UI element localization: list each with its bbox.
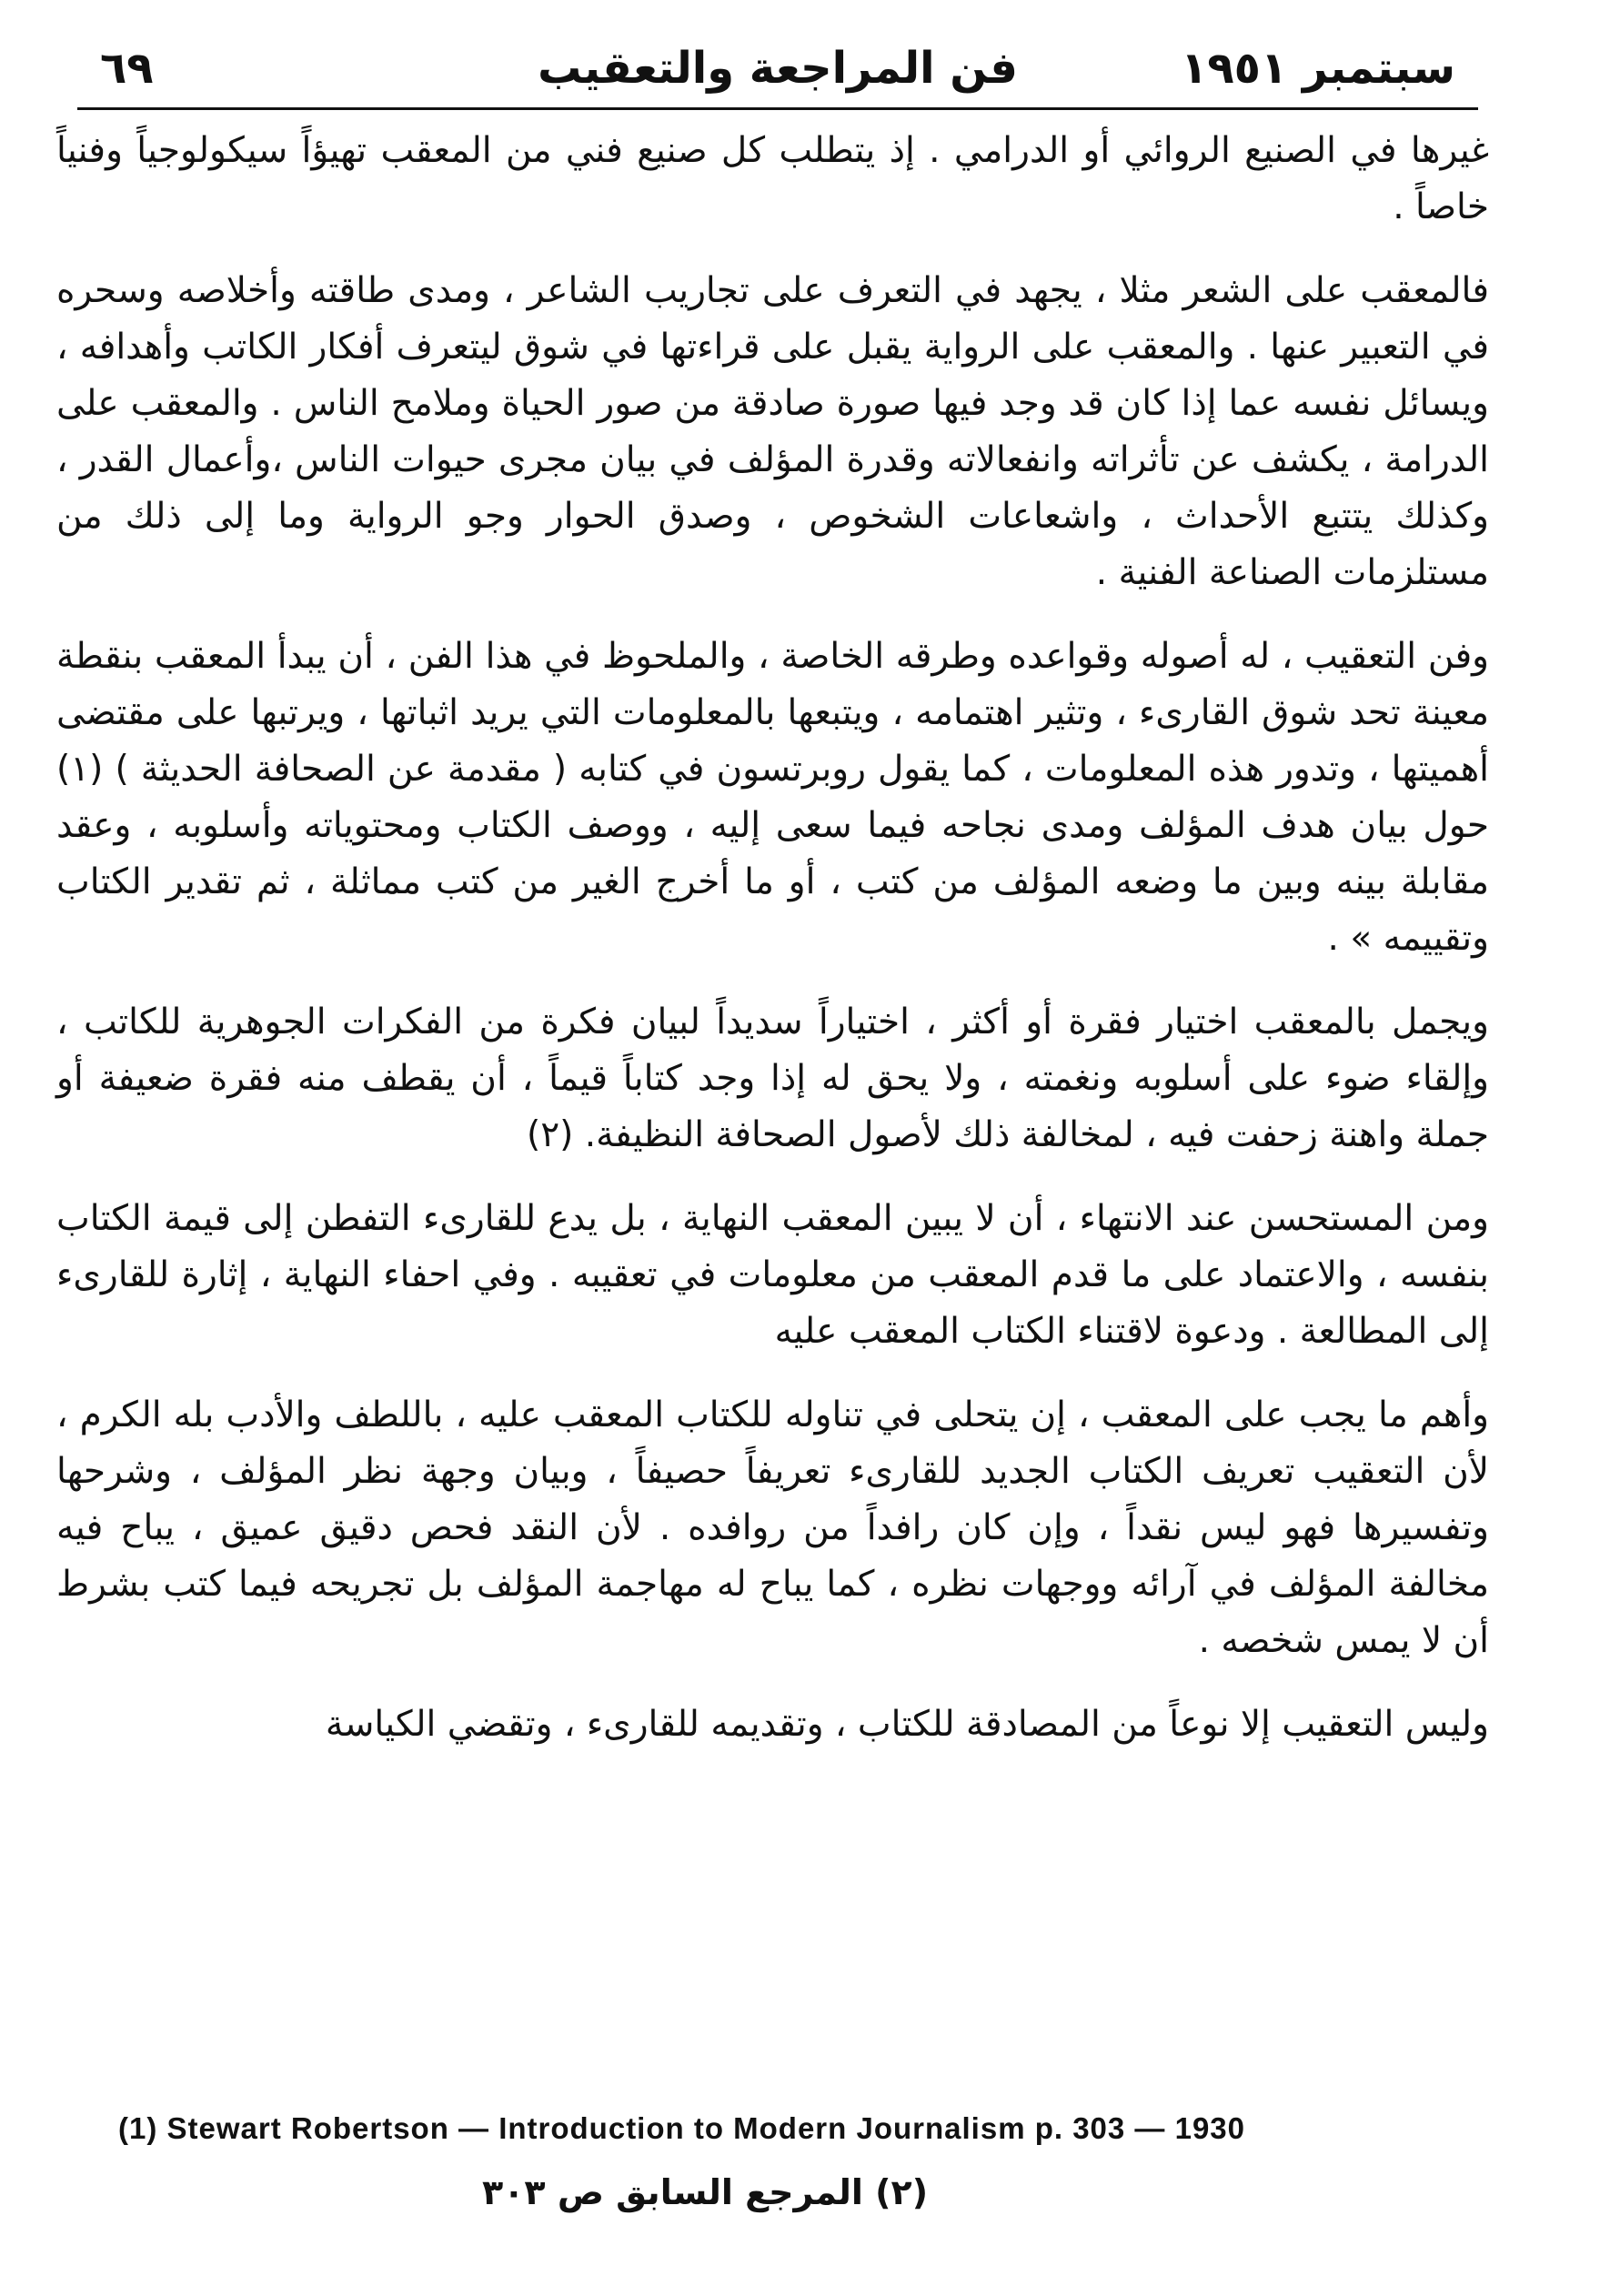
page-number: ٦٩ [100, 43, 154, 94]
header-date: سبتمبر ١٩٥١ [1181, 43, 1455, 94]
header-title: فن المراجعة والتعقيب [538, 43, 1018, 94]
paragraph: ومن المستحسن عند الانتهاء ، أن لا يبين المعقب النهاية ، بل يدع للقارىء التفطن إلى قيمة الكتاب بنفسه ، والاعتماد على ما قدم المعقب من معلومات في تعقيبه . وفي احفاء النهاية ، إثارة للقارىء إلى المطالعة . ودعوة لاقتناء الكتاب المعقب عليه [56, 1198, 1489, 1352]
paragraph: ويجمل بالمعقب اختيار فقرة أو أكثر ، اختياراً سديداً لبيان فكرة من الفكرات الجوهرية للكاتب ، وإلقاء ضوء على أسلوبه ونغمته ، ولا يحق له إذا وجد كتاباً قيماً ، أن يقطف منه فقرة ضعيفة أو جملة واهنة زحفت فيه ، لمخالفة ذلك لأصول الصحافة النظيفة. (٢) [56, 1002, 1489, 1155]
article-body [56, 123, 1489, 1780]
page-header [100, 36, 1455, 100]
paragraph: غيرها في الصنيع الروائي أو الدرامي . إذ يتطلب كل صنيع فني من المعقب تهيؤاً سيكولوجياً وفنياً خاصاً . [56, 130, 1489, 227]
paragraph: وأهم ما يجب على المعقب ، إن يتحلى في تناوله للكتاب المعقب عليه ، باللطف والأدب بله الكرم ، لأن التعقيب تعريف الكتاب الجديد للقارىء تعريفاً حصيفاً ، وبيان وجهة نظر المؤلف ، وشرحها وتفسيرها فهو ليس نقداً ، وإن كان رافداً من روافده . لأن النقد فحص دقيق عميق ، يباح فيه مخالفة المؤلف في آرائه ووجهات نظره ، كما يباح له مهاجمة المؤلف بل تجريحه فيما كتب بشرط أن لا يمس شخصه . [56, 1395, 1489, 1661]
footnote-1: (1) Stewart Robertson — Introduction to Modern Journalism p. 303 — 1930 [118, 2111, 1246, 2145]
footnotes [118, 2101, 1483, 2220]
header-rule [77, 107, 1478, 110]
footnote-2: (٢) المرجع السابق ص ٣٠٣ [482, 2172, 929, 2212]
paragraph: وفن التعقيب ، له أصوله وقواعده وطرقه الخاصة ، والملحوظ في هذا الفن ، أن يبدأ المعقب بنقطة معينة تحد شوق القارىء ، وتثير اهتمامه ، ويتبعها بالمعلومات التي يريد اثباتها ، ويرتبها على مقتضى أهميتها ، وتدور هذه المعلومات ، كما يقول روبرتسون في كتابه ( مقدمة عن الصحافة الحديثة ) (١) حول بيان هدف المؤلف ومدى نجاحه فيما سعى إليه ، ووصف الكتاب ومحتوياته وأسلوبه ، وعقد مقابلة بينه وبين ما وضعه المؤلف من كتب ، أو ما أخرج الغير من كتب مماثلة ، ثم تقدير الكتاب وتقييمه » . [56, 636, 1489, 959]
paragraph: وليس التعقيب إلا نوعاً من المصادقة للكتاب ، وتقديمه للقارىء ، وتقضي الكياسة [325, 1704, 1489, 1745]
paragraph: فالمعقب على الشعر مثلا ، يجهد في التعرف على تجاريب الشاعر ، ومدى طاقته وأخلاصه وسحره في التعبير عنها . والمعقب على الرواية يقبل على قراءتها في شوق ليتعرف أفكار الكاتب وأهدافه ، ويسائل نفسه عما إذا كان قد وجد فيها صورة صادقة من صور الحياة وملامح الناس . والمعقب على الدرامة ، يكشف عن تأثراته وانفعالاته وقدرة المؤلف في بيان مجرى حيوات الناس ،وأعمال القدر ، وكذلك يتتبع الأحداث ، واشعاعات الشخوص ، وصدق الحوار وجو الرواية وما إلى ذلك من مستلزمات الصناعة الفنية . [56, 270, 1489, 593]
